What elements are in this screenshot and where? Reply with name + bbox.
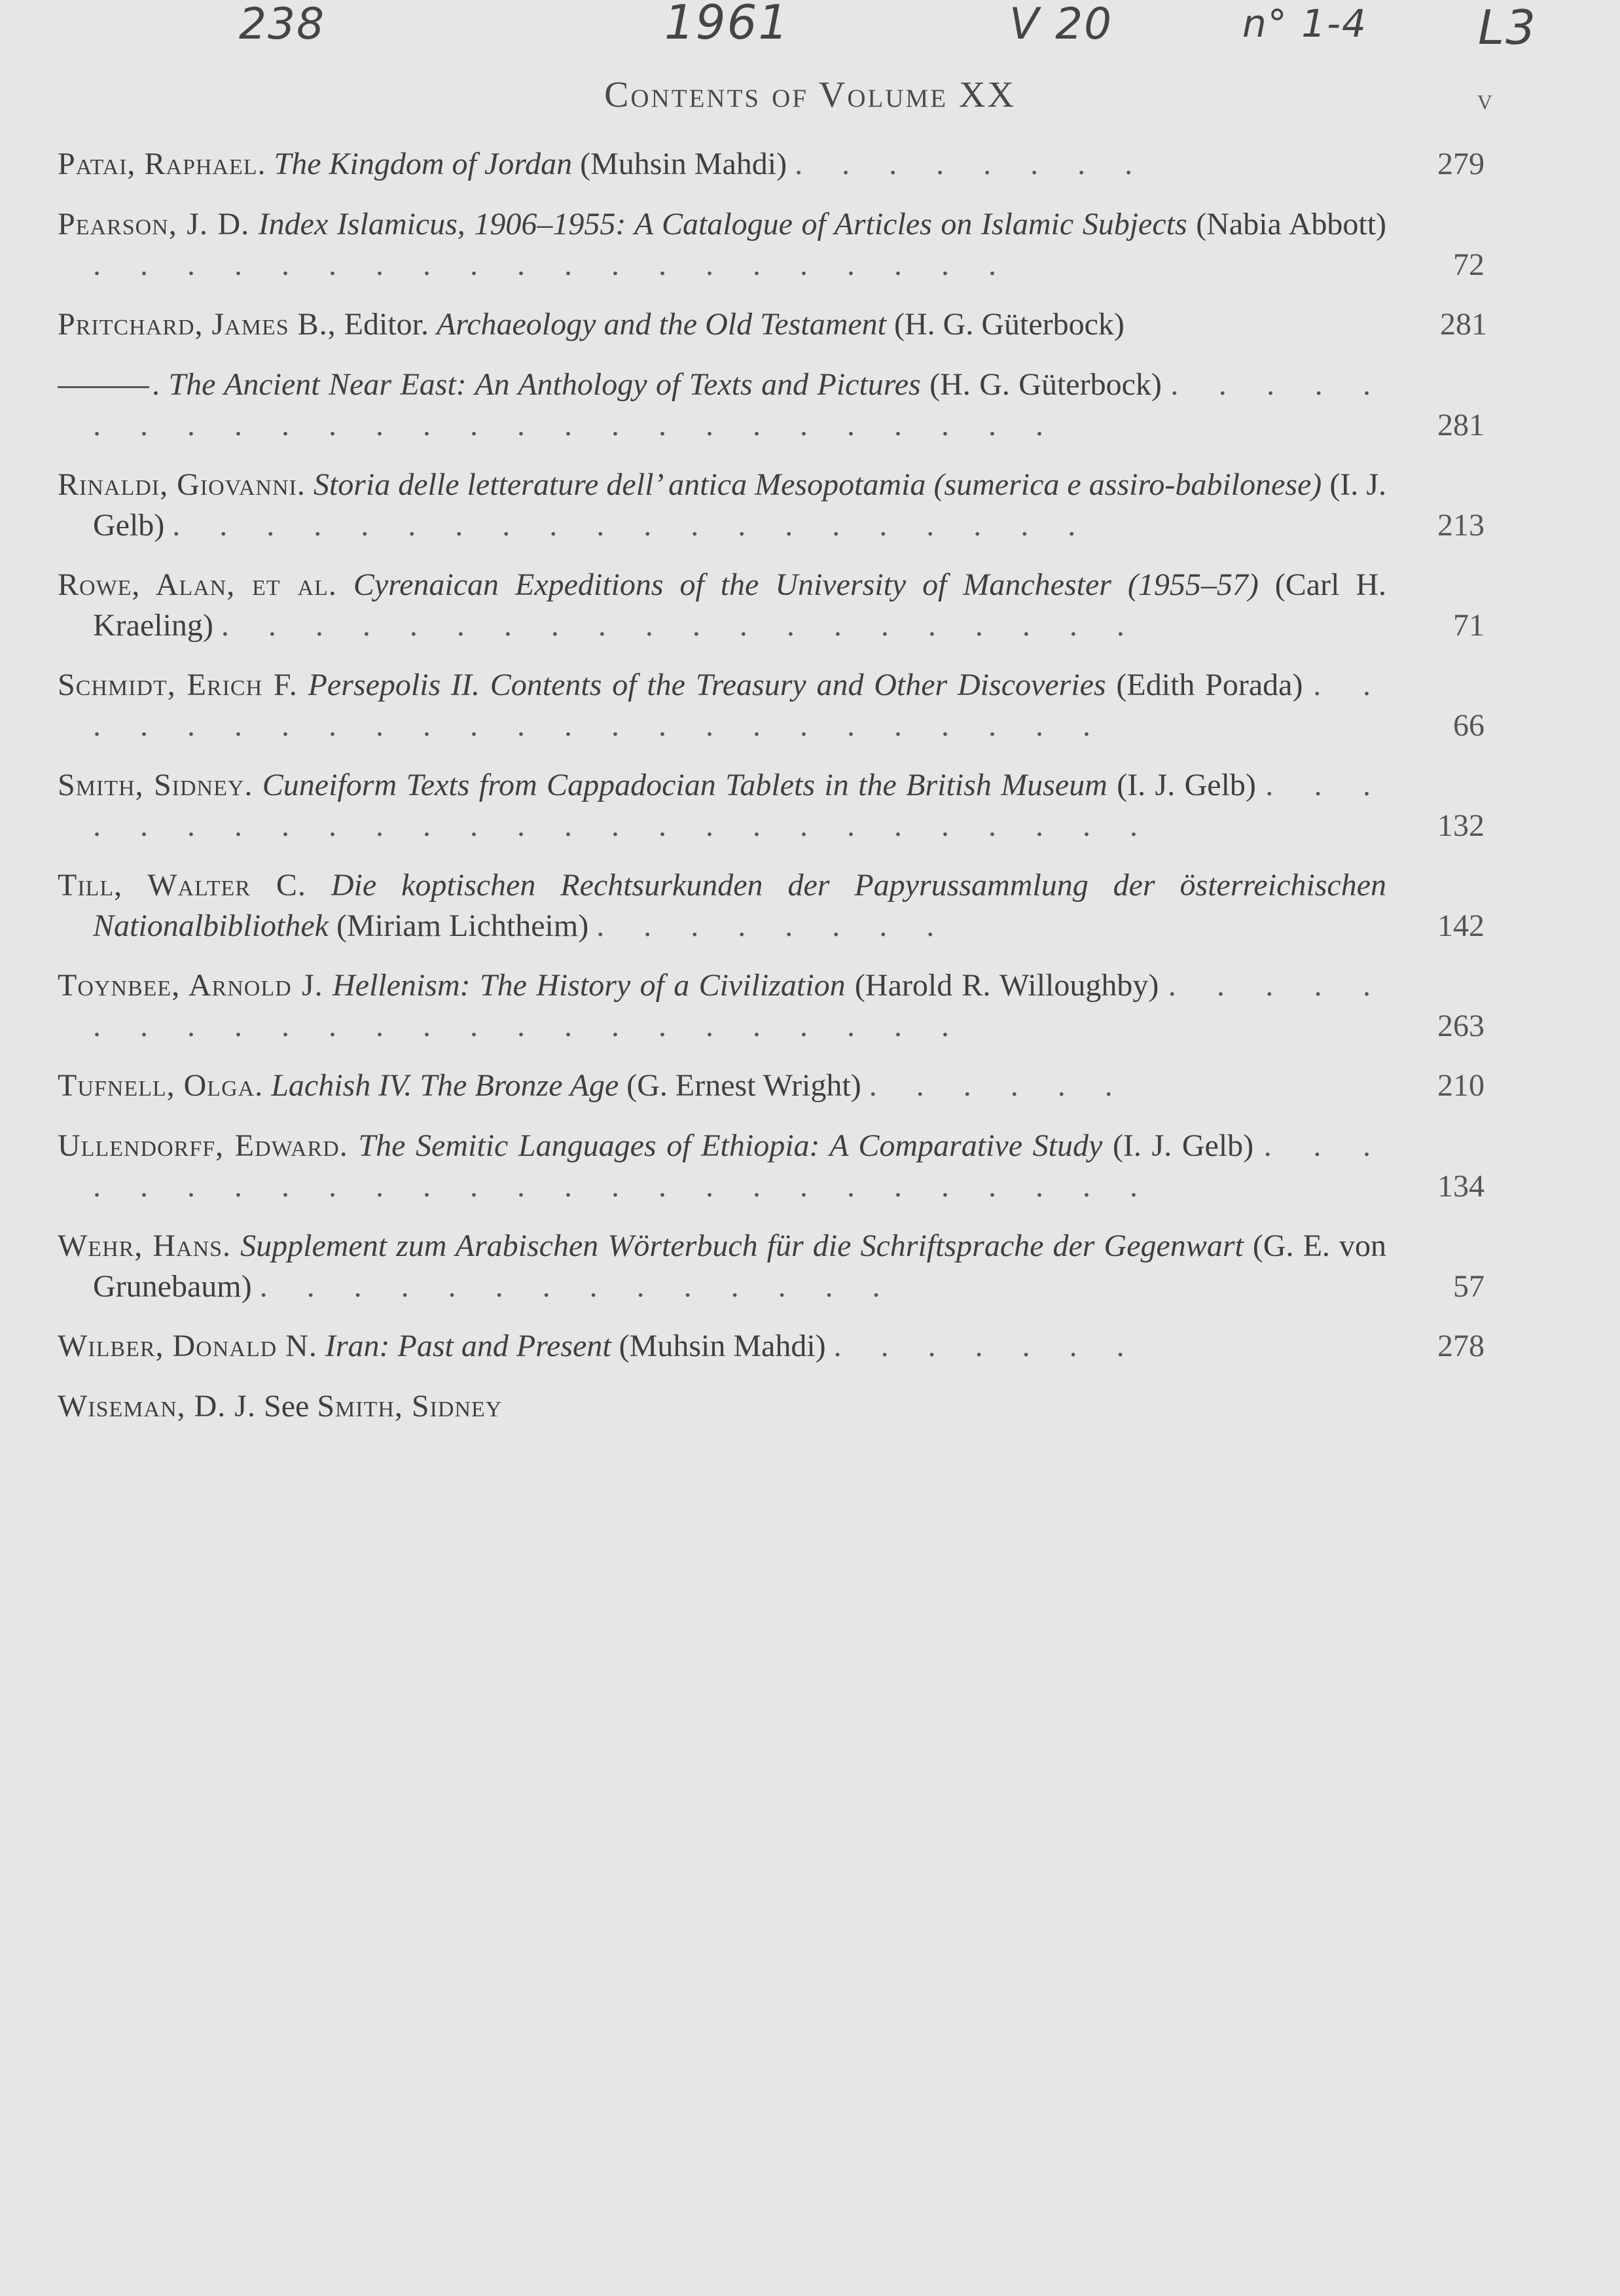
entry-page: 132 bbox=[1437, 808, 1485, 843]
entry-page: 57 bbox=[1453, 1269, 1485, 1304]
entry-title: Cyrenaican Expeditions of the University of Manchester (1955–57) bbox=[353, 567, 1259, 602]
entry-title: The Ancient Near East: An Anthology of Texts and Pictures bbox=[168, 367, 921, 402]
entry-title: Archaeology and the Old Testament bbox=[436, 307, 886, 342]
entry-see: See bbox=[264, 1389, 310, 1424]
entry-author: Pearson, J. D. bbox=[58, 207, 250, 242]
entry-reviewer: (Edith Porada) bbox=[1116, 668, 1303, 702]
entry-author: Smith, Sidney. bbox=[58, 768, 253, 802]
entry-reviewer: (Muhsin Mahdi) bbox=[580, 147, 787, 181]
entry-title: Lachish IV. The Bronze Age bbox=[271, 1068, 619, 1103]
entry-page: 279 bbox=[1437, 147, 1485, 181]
entry-author: Pritchard, James B., bbox=[58, 307, 336, 342]
entry-reviewer: (H. G. Güterbock) bbox=[894, 307, 1125, 342]
entry-title: Index Islamicus, 1906–1955: A Catalogue of Articles on Islamic Subjects bbox=[258, 207, 1187, 242]
entry-page: 142 bbox=[1437, 908, 1485, 943]
entry-title: Hellenism: The History of a Civilization bbox=[332, 968, 846, 1003]
handwritten-note: 238 bbox=[239, 0, 325, 49]
entry-page: 72 bbox=[1453, 247, 1485, 282]
entry-reviewer: (I. J. Gelb) bbox=[1112, 1128, 1254, 1163]
folio-number: v bbox=[1477, 82, 1492, 116]
ditto-dash bbox=[58, 386, 149, 388]
page-title: Contents of Volume XX bbox=[604, 75, 1016, 115]
entry-page: 71 bbox=[1453, 608, 1485, 643]
entry-page: 278 bbox=[1437, 1329, 1485, 1363]
entry-reviewer: (G. E. von Grunebaum) bbox=[93, 1229, 1386, 1304]
entry-title: Cuneiform Texts from Cappadocian Tablets in the British Museum bbox=[262, 768, 1107, 802]
entry-reviewer: (H. G. Güterbock) bbox=[929, 367, 1162, 402]
entry-author: Schmidt, Erich F. bbox=[58, 668, 298, 702]
entry-reviewer: (Nabia Abbott) bbox=[1196, 207, 1387, 242]
handwritten-note: 1961 bbox=[664, 0, 790, 50]
running-head bbox=[0, 69, 1620, 121]
entry-title: Persepolis II. Contents of the Treasury and Other Discoveries bbox=[308, 668, 1106, 702]
entry-page: 263 bbox=[1437, 1009, 1485, 1043]
entry-author: Toynbee, Arnold J. bbox=[58, 968, 323, 1003]
entry-author: Wehr, Hans. bbox=[58, 1229, 232, 1263]
entry-role: Editor. bbox=[336, 307, 429, 342]
entry-author: Tufnell, Olga. bbox=[58, 1068, 264, 1103]
entry-author: Patai, Raphael. bbox=[58, 147, 266, 181]
entry-reviewer: (Harold R. Willoughby) bbox=[854, 968, 1159, 1003]
entry-title: Iran: Past and Present bbox=[325, 1329, 611, 1363]
entry-page: 66 bbox=[1453, 708, 1485, 743]
entry-reviewer: (Miriam Lichtheim) bbox=[336, 908, 589, 943]
entry-author: Rinaldi, Giovanni. bbox=[58, 467, 306, 502]
handwritten-note: V 20 bbox=[1009, 0, 1113, 49]
entry-page: 210 bbox=[1437, 1068, 1485, 1103]
entry-see-target: Smith, Sidney bbox=[317, 1389, 503, 1424]
handwritten-note: L3 bbox=[1478, 0, 1537, 55]
entry-author: Till, Walter C. bbox=[58, 868, 306, 903]
entry-author: Rowe, Alan, et al. bbox=[58, 567, 337, 602]
entry-title: Supplement zum Arabischen Wörterbuch für die Schriftsprache der Gegenwart bbox=[240, 1229, 1244, 1263]
entry-title: The Semitic Languages of Ethiopia: A Comparative Study bbox=[358, 1128, 1103, 1163]
contents-list: Patai, Raphael. The Kingdom of Jordan (Muhsin Mahdi) . . . . . . . . 279 Pearson, J. D. Index Islamicus, 1906–1955: A Catalogue of Articles on Islamic Subjects (Nabia Abbott) . . . . . . . . . . . . . . . . . . . . 72 Pritchard, James B., Editor. Archaeology and the Old Testament (H. G. Güterbock) 281 . The Ancient Near East: An Anthology of Texts and Pictures (H. G. Güterbock) . . . . . . . . . . . . . . . . . . . . . . . . . . 281 Rinaldi, Giovanni. Storia delle letterature dell’ antica Mesopotamia (sumerica e assiro-babilonese) (I. J. Gelb) . . . . . . . . . . . . . . . . . . . . 213 Rowe, Alan, et al. Cyrenaican Expeditions of the University of Manchester (1955–57) (Carl H. Kraeling) . . . . . . . . . . . . . . . . . . . . 71 Schmidt, Erich F. Persepolis II. Contents of the Treasury and Other Discoveries (Edith Porada) . . . . . . . . . . . . . . . . . . . . . . . . 66 Smith, Sidney. Cuneiform Texts from Cappadocian Tablets in the British Museum (I. J. Gelb) . . . . . . . . . . . . . . . . . . . . . . . . . . 132 Till, Walter C. Die koptischen Rechtsurkunden der Papyrussammlung der österreichischen Nationalbibliothek (Miriam Lichtheim) . . . . . . . . 142 Toynbee, Arnold J. Hellenism: The History of a Civilization (Harold R. Willoughby) . . . . . . . . . . . . . . . . . . . . . . . . 263 Tufnell, Olga. Lachish IV. The Bronze Age (G. Ernest Wright) . . . . . . 210 Ullendorff, Edward. The Semitic Languages of Ethiopia: A Comparative Study (I. J. Gelb) . . . . . . . . . . . . . . . . . . . . . . . . . . 134 Wehr, Hans. Supplement zum Arabischen Wörterbuch für die Schriftsprache der Gegenwart (G. E. von Grunebaum) . . . . . . . . . . . . . . 57 Wilber, Donald N. Iran: Past and Present (Muhsin Mahdi) . . . . . . . 278 Wiseman, D. J. See Smith, Sidney bbox=[58, 144, 1485, 1486]
entry-page: 281 bbox=[1437, 408, 1485, 442]
entry-page: 213 bbox=[1437, 508, 1485, 543]
entry-author: Ullendorff, Edward. bbox=[58, 1128, 348, 1163]
handwritten-note: n° 1-4 bbox=[1242, 1, 1367, 46]
entry-reviewer: (I. J. Gelb) bbox=[93, 467, 1386, 543]
entry-title: Die koptischen Rechtsurkunden der Papyrussammlung der österreichischen Nationalbibliothek bbox=[93, 868, 1387, 943]
entry-reviewer: (Carl H. Kraeling) bbox=[93, 567, 1387, 643]
entry-author: Wiseman, D. J. bbox=[58, 1389, 256, 1424]
entry-title: Storia delle letterature dell’ antica Mesopotamia (sumerica e assiro-babilonese) bbox=[313, 467, 1322, 502]
entry-page: 281 bbox=[1440, 307, 1487, 342]
entry-page: 134 bbox=[1437, 1169, 1485, 1204]
entry-reviewer: (Muhsin Mahdi) bbox=[619, 1329, 826, 1363]
entry-reviewer: (G. Ernest Wright) bbox=[626, 1068, 861, 1103]
entry-reviewer: (I. J. Gelb) bbox=[1117, 768, 1256, 802]
entry-author: Wilber, Donald N. bbox=[58, 1329, 317, 1363]
entry-title: The Kingdom of Jordan bbox=[274, 147, 573, 181]
